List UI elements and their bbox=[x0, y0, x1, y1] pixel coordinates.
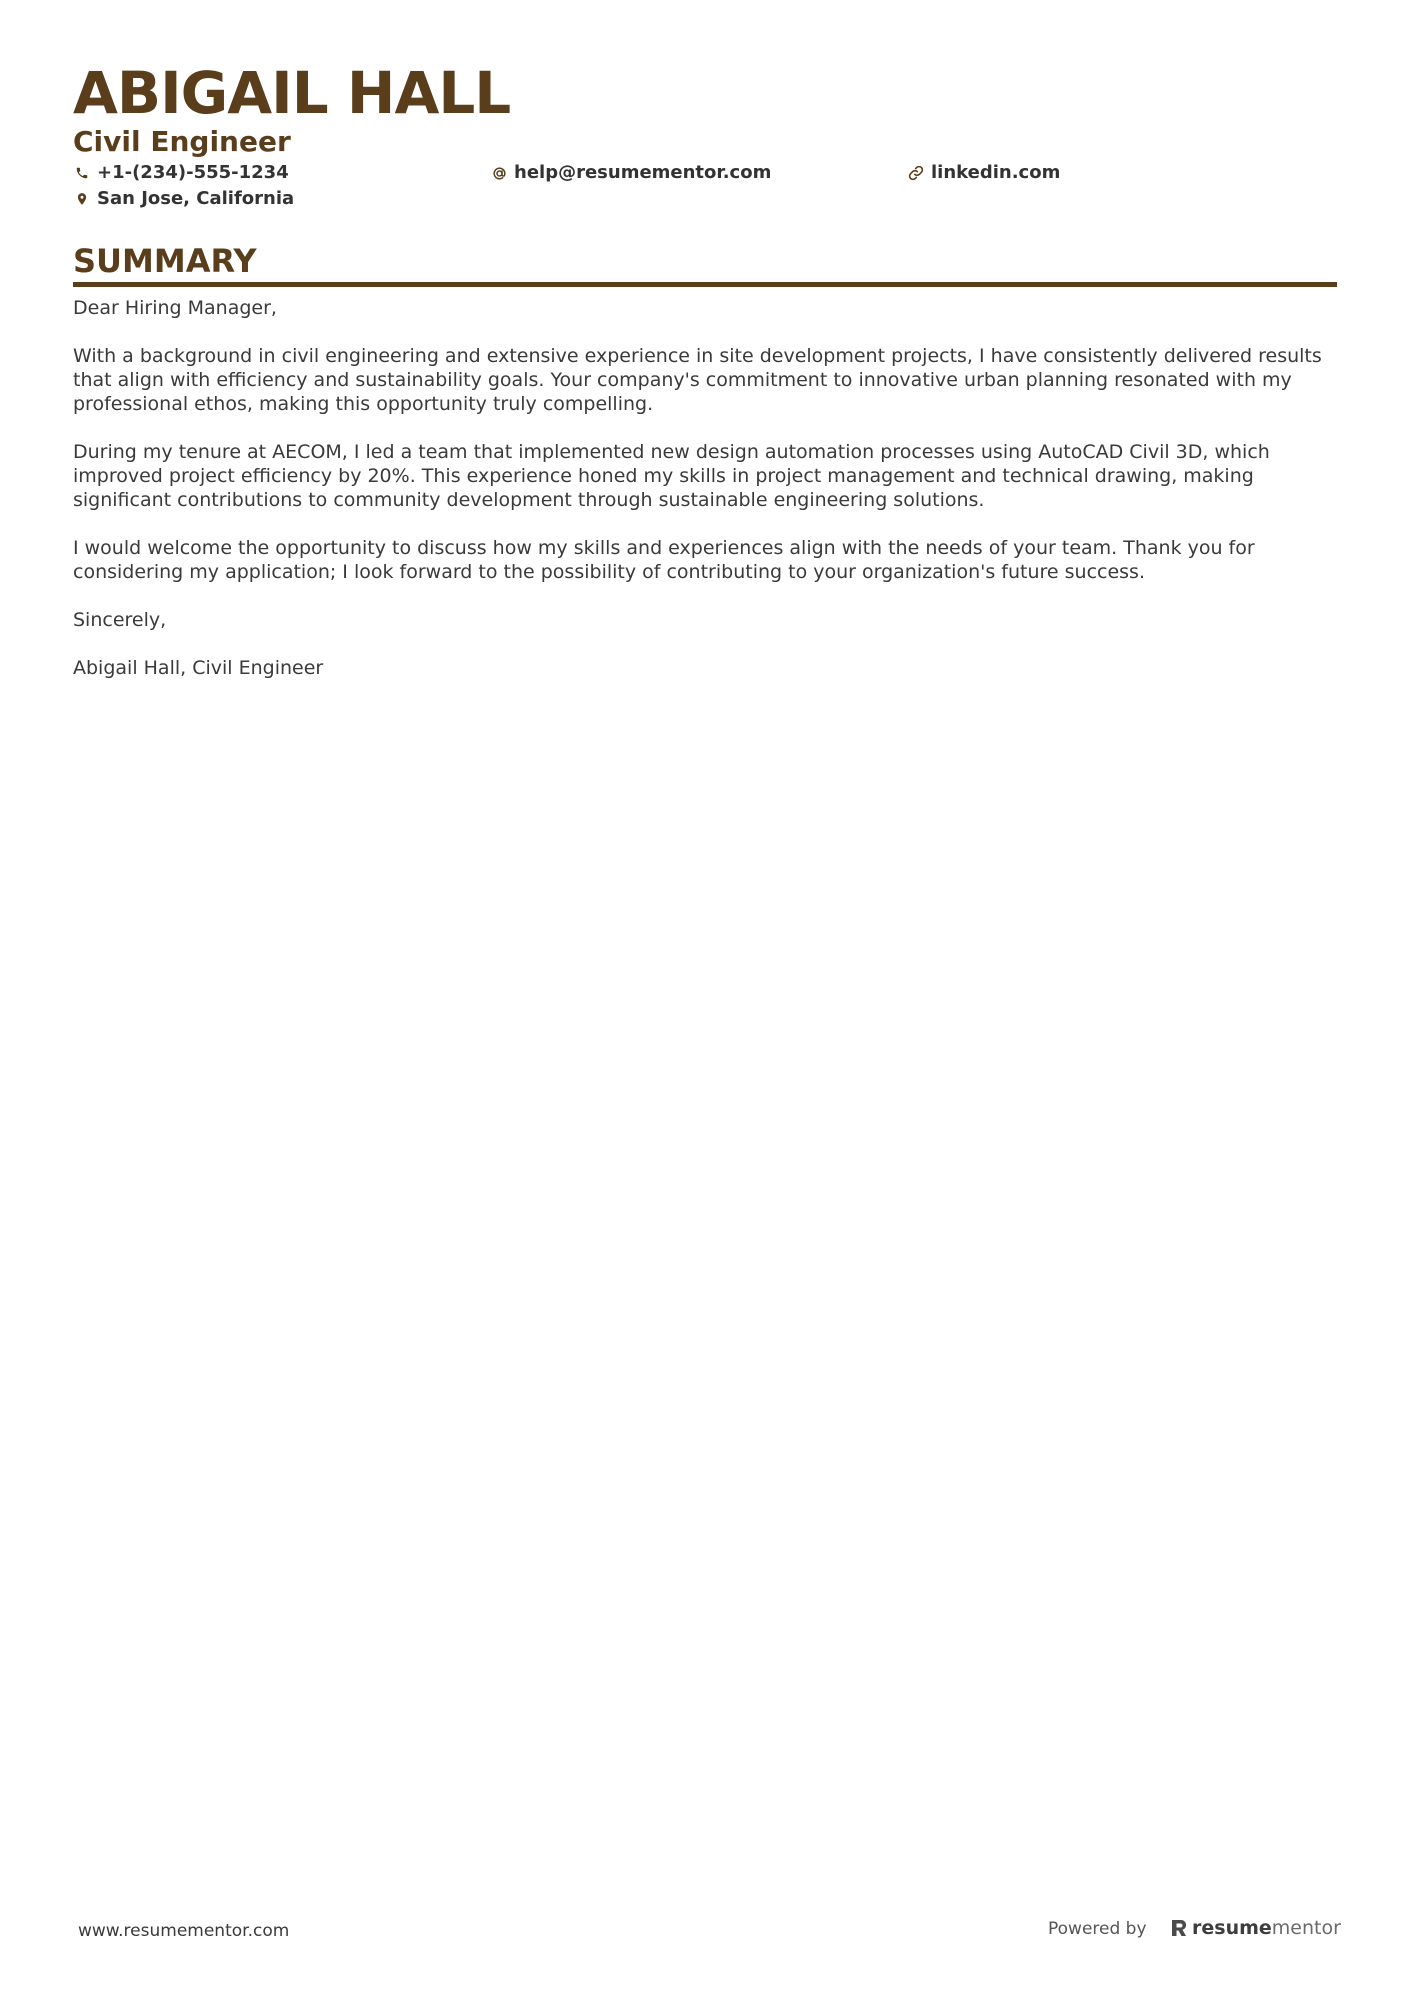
letter-signature: Abigail Hall, Civil Engineer bbox=[73, 657, 324, 679]
cover-letter-body bbox=[73, 296, 1337, 704]
at-icon bbox=[490, 164, 508, 182]
powered-by-label: Powered by bbox=[1048, 1919, 1147, 1939]
letter-closing: Sincerely, bbox=[73, 609, 167, 631]
candidate-name: ABIGAIL HALL bbox=[73, 59, 511, 127]
link-icon bbox=[907, 164, 925, 182]
location-text: San Jose, California bbox=[97, 188, 295, 209]
job-title: Civil Engineer bbox=[73, 125, 291, 158]
contact-email bbox=[490, 161, 771, 185]
letter-greeting: Dear Hiring Manager, bbox=[73, 297, 277, 319]
resumementor-logo-icon bbox=[1170, 1918, 1188, 1938]
section-divider bbox=[73, 282, 1337, 287]
email-text[interactable]: help@resumementor.com bbox=[514, 162, 772, 183]
letter-paragraph-3: I would welcome the opportunity to discuss how my skills and experiences align with the needs of your team. Thank you for considering my application; I look forward to the possibility of contributing to your organization's future success. bbox=[73, 537, 1255, 583]
letter-paragraph-1: With a background in civil engineering and extensive experience in site development projects, I have consistently delivered results that align with efficiency and sustainability goals. Your company's commitment to innovative urban planning resonated with my professional ethos, making this opportunity truly compelling. bbox=[73, 345, 1322, 415]
letter-paragraph-2: During my tenure at AECOM, I led a team that implemented new design automation processes using AutoCAD Civil 3D, which improved project efficiency by 20%. This experience honed my skills in project management and technical drawing, making significant contributions to community development through sustainable engineering solutions. bbox=[73, 441, 1270, 511]
brand-name-part1: resume bbox=[1192, 1917, 1272, 1939]
contact-link bbox=[907, 161, 1060, 185]
contact-phone bbox=[73, 161, 289, 185]
summary-heading: SUMMARY bbox=[73, 242, 257, 280]
footer-website[interactable]: www.resumementor.com bbox=[78, 1921, 290, 1941]
phone-text: +1-(234)-555-1234 bbox=[97, 162, 289, 183]
location-pin-icon bbox=[73, 190, 91, 208]
contact-location bbox=[73, 187, 294, 211]
link-text[interactable]: linkedin.com bbox=[931, 162, 1061, 183]
phone-icon bbox=[73, 164, 91, 182]
brand-name-part2: mentor bbox=[1271, 1917, 1341, 1939]
brand-logo[interactable] bbox=[1170, 1915, 1341, 1941]
